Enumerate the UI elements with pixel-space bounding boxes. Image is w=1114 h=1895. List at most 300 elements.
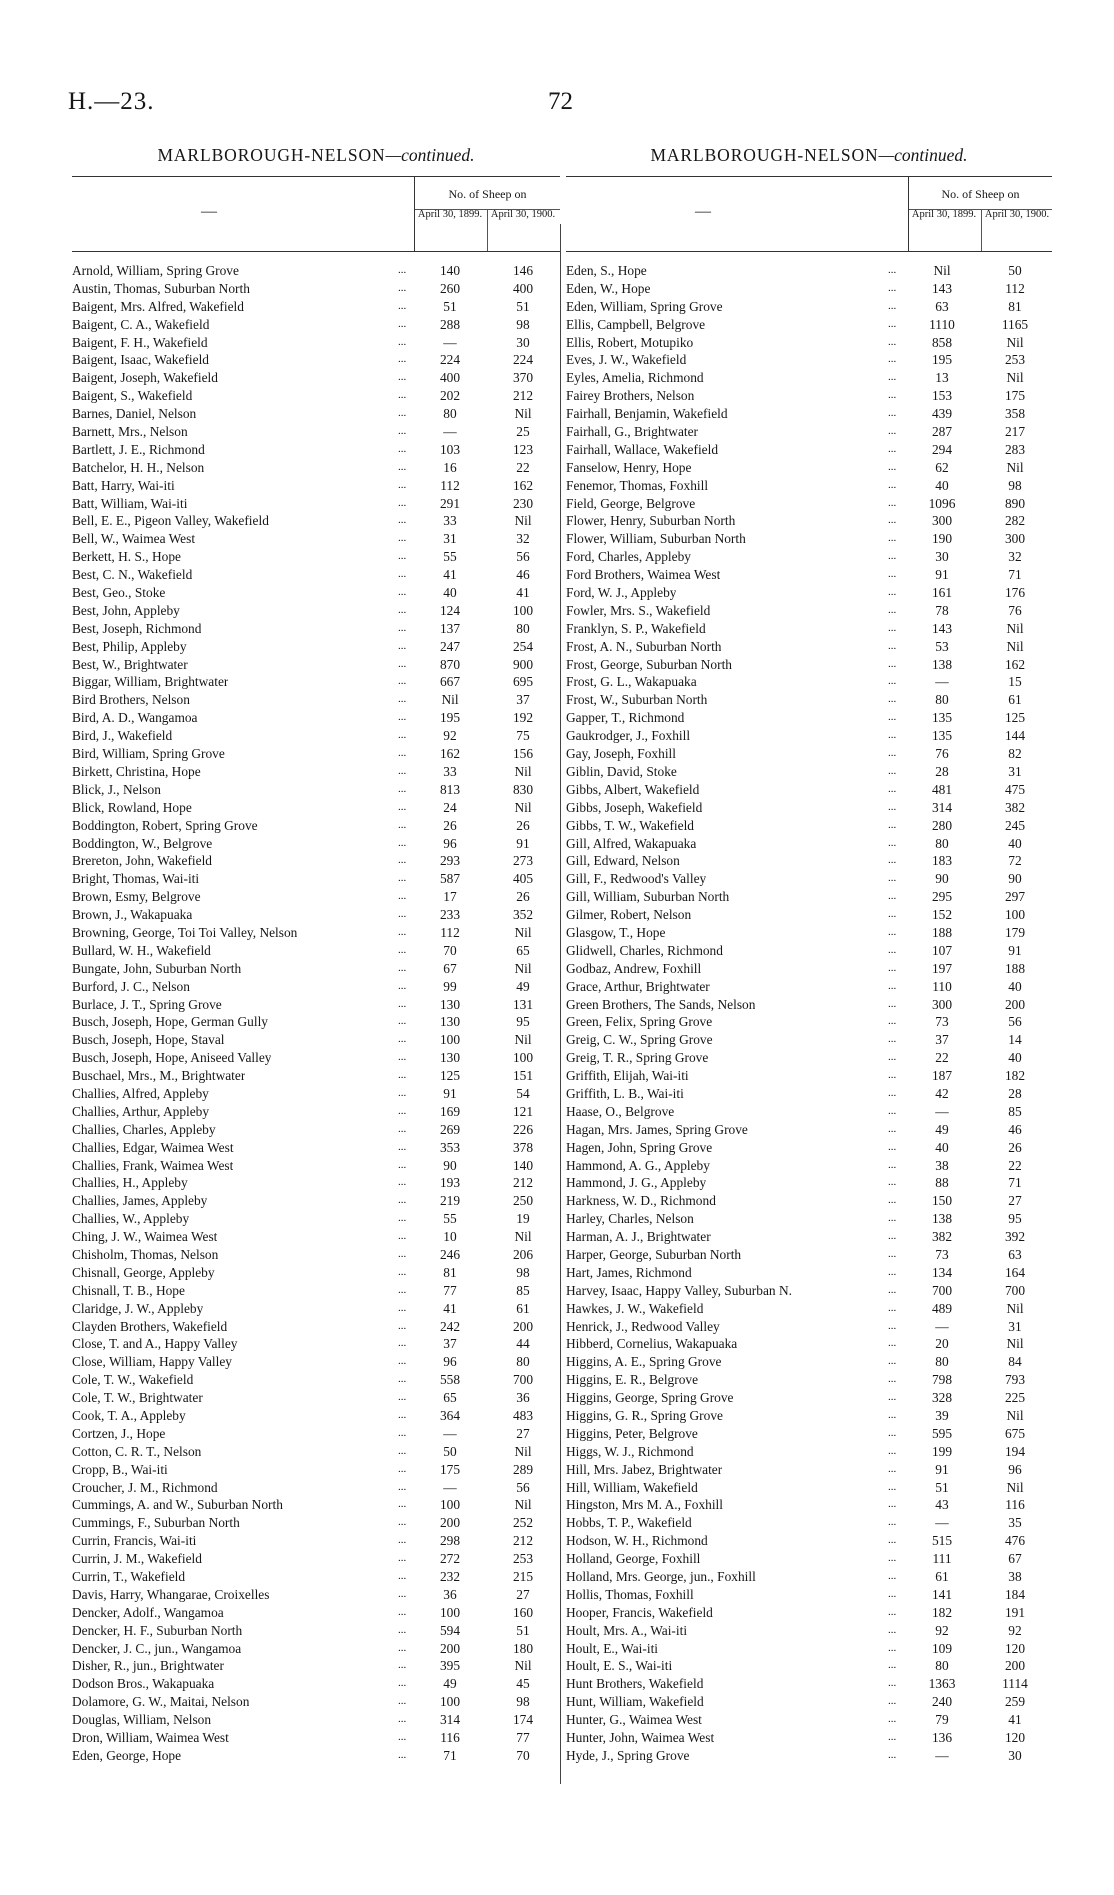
owner-name: Dodson Bros., Wakapuaka (72, 1676, 215, 1692)
owner-name: Fairhall, Wallace, Wakefield (566, 441, 719, 457)
sheep-1900: 49 (516, 978, 530, 994)
owner-name: Gill, Alfred, Wakapuaka (566, 835, 697, 851)
sheep-1899: 13 (935, 370, 949, 386)
owner-name: Eden, William, Spring Grove (566, 298, 723, 314)
sheep-1900: 27 (1008, 1193, 1022, 1209)
owner-name: Challies, Charles, Appleby (72, 1121, 216, 1137)
table-row (72, 280, 560, 298)
sheep-1900: Nil (1006, 370, 1024, 386)
owner-name: Clayden Brothers, Wakefield (72, 1318, 228, 1334)
sheep-1899: — (443, 424, 457, 440)
leader-dots: ... (398, 532, 407, 545)
table-row (566, 387, 1052, 405)
sheep-1899: 31 (443, 531, 457, 547)
owner-name: Harman, A. J., Brightwater (566, 1229, 711, 1245)
sheep-1900: 253 (1004, 352, 1026, 368)
sheep-1900: 25 (516, 424, 530, 440)
leader-dots: ... (398, 1713, 407, 1726)
leader-dots: ... (398, 711, 407, 724)
table-row (72, 512, 560, 530)
sheep-1899: 188 (931, 924, 953, 940)
table-row (72, 620, 560, 638)
sheep-1899: 71 (443, 1747, 457, 1763)
sheep-1899: 24 (443, 799, 457, 815)
sheep-1899: 382 (931, 1229, 953, 1245)
sheep-1899: 135 (931, 710, 953, 726)
leader-dots: ... (888, 496, 897, 509)
sheep-1899: 55 (443, 549, 457, 565)
owner-name: Busch, Joseph, Hope, German Gully (72, 1014, 268, 1030)
owner-name: Fanselow, Henry, Hope (566, 459, 692, 475)
sheep-1899: 99 (443, 978, 457, 994)
sheep-1900: 98 (516, 1264, 530, 1280)
leader-dots: ... (888, 1122, 897, 1135)
owner-name: Hill, William, Wakefield (566, 1479, 698, 1495)
sheep-1899: — (443, 1425, 457, 1441)
owner-name: Challies, James, Appleby (72, 1193, 208, 1209)
table-row (566, 1425, 1052, 1443)
sheep-1900: 184 (1004, 1586, 1026, 1602)
table-row (72, 548, 560, 566)
table-row (566, 1282, 1052, 1300)
section-title: MARLBOROUGH-NELSON—continued. (157, 145, 475, 165)
table-row (566, 548, 1052, 566)
leader-dots: ... (398, 1570, 407, 1583)
table-row (72, 1013, 560, 1031)
sheep-1900: 200 (1004, 1658, 1026, 1674)
sheep-1900: 90 (1008, 871, 1022, 887)
owner-name: Challies, W., Appleby (72, 1211, 190, 1227)
table-row (566, 512, 1052, 530)
column-1899: April 30, 1899. (911, 209, 977, 220)
table-row (72, 1121, 560, 1139)
sheep-1900: Nil (1006, 620, 1024, 636)
sheep-1900: 475 (1004, 781, 1026, 797)
sheep-1899: 76 (935, 746, 949, 762)
sheep-1900: 175 (1004, 388, 1026, 404)
sheep-1900: 54 (516, 1085, 530, 1101)
sheep-1899: 280 (931, 817, 953, 833)
sheep-1899: 38 (935, 1157, 949, 1173)
owner-name: Frost, G. L., Wakapuaka (566, 674, 697, 690)
sheep-1899: 400 (439, 370, 461, 386)
table-row (566, 924, 1052, 942)
table-row (72, 1318, 560, 1336)
sheep-1900: 700 (512, 1372, 534, 1388)
table-row (72, 1228, 560, 1246)
leader-dots: ... (888, 1158, 897, 1171)
sheep-1900: 151 (512, 1068, 534, 1084)
sheep-1899: 33 (443, 763, 457, 779)
sheep-1899: 150 (931, 1193, 953, 1209)
table-row (72, 1568, 560, 1586)
leader-dots: ... (888, 299, 897, 312)
table-row (566, 1228, 1052, 1246)
sheep-1900: 116 (1005, 1497, 1025, 1513)
table-row (72, 369, 560, 387)
sheep-1900: 96 (1008, 1461, 1022, 1477)
sheep-1900: 26 (1008, 1139, 1022, 1155)
sheep-1899: 51 (443, 298, 457, 314)
table-row (72, 1049, 560, 1067)
sheep-1899: 195 (931, 352, 953, 368)
sheep-1900: 41 (1008, 1712, 1022, 1728)
owner-name: Best, John, Appleby (72, 602, 180, 618)
sheep-1899: 269 (439, 1121, 461, 1137)
owner-name: Hawkes, J. W., Wakefield (566, 1300, 704, 1316)
owner-name: Berkett, H. S., Hope (72, 549, 181, 565)
sheep-1900: 162 (1004, 656, 1026, 672)
leader-dots: ... (888, 1015, 897, 1028)
owner-name: Chisnall, George, Appleby (72, 1264, 215, 1280)
sheep-1900: 890 (1004, 495, 1026, 511)
sheep-1899: 16 (443, 459, 457, 475)
owner-name: Greig, C. W., Spring Grove (566, 1032, 713, 1048)
sheep-1900: 77 (516, 1730, 530, 1746)
table-row (566, 942, 1052, 960)
table-row (72, 459, 560, 477)
sheep-1899: 489 (931, 1300, 953, 1316)
table-row (566, 1514, 1052, 1532)
leader-dots: ... (888, 1695, 897, 1708)
sheep-1899: — (935, 1747, 949, 1763)
owner-name: Bell, E. E., Pigeon Valley, Wakefield (72, 513, 269, 529)
sheep-1900: 46 (516, 567, 530, 583)
sheep-1900: 65 (516, 942, 530, 958)
table-row (566, 1031, 1052, 1049)
leader-dots: ... (888, 568, 897, 581)
sheep-1900: 675 (1004, 1425, 1026, 1441)
sheep-1899: 439 (931, 406, 953, 422)
sheep-1900: 245 (1004, 817, 1026, 833)
leader-dots: ... (398, 264, 407, 276)
sheep-1899: 40 (935, 1139, 949, 1155)
owner-name: Hyde, J., Spring Grove (566, 1747, 690, 1763)
owner-name: Fowler, Mrs. S., Wakefield (566, 602, 711, 618)
leader-dots: ... (888, 264, 897, 276)
leader-dots: ... (888, 1516, 897, 1529)
owner-name: Claridge, J. W., Appleby (72, 1300, 204, 1316)
leader-dots: ... (888, 1086, 897, 1099)
leader-dots: ... (888, 407, 897, 420)
column-divider (560, 224, 561, 1784)
sheep-1900: 112 (1005, 280, 1025, 296)
owner-name: Bullard, W. H., Wakefield (72, 942, 211, 958)
owner-name: Fairhall, G., Brightwater (566, 424, 699, 440)
sheep-1900: 370 (512, 370, 534, 386)
sheep-1900: 1165 (1001, 316, 1029, 332)
sheep-1899: — (935, 1318, 949, 1334)
owner-name: Gill, William, Suburban North (566, 889, 730, 905)
sheep-1900: 212 (512, 1175, 534, 1191)
sheep-1899: 110 (932, 978, 952, 994)
sheep-1899: 26 (443, 817, 457, 833)
table-row (72, 727, 560, 745)
leader-dots: ... (888, 782, 897, 795)
leader-dots: ... (888, 1409, 897, 1421)
sheep-1900: Nil (1006, 1408, 1024, 1423)
owner-name: Gibbs, T. W., Wakefield (566, 817, 694, 833)
table-row (566, 262, 1052, 280)
owner-name: Challies, Frank, Waimea West (72, 1157, 234, 1173)
sheep-1900: 15 (1008, 674, 1022, 690)
leader-dots: ... (888, 1176, 897, 1189)
owner-name: Gay, Joseph, Foxhill (566, 746, 676, 762)
sheep-1900: 224 (512, 352, 534, 368)
leader-dots: ... (398, 782, 407, 795)
table-row (566, 1318, 1052, 1336)
sheep-1900: 174 (512, 1712, 534, 1728)
owner-name: Ching, J. W., Waimea West (72, 1229, 218, 1245)
table-row (72, 942, 560, 960)
owner-name: Currin, J. M., Wakefield (72, 1551, 202, 1567)
sheep-1900: 32 (516, 531, 530, 547)
leader-dots: ... (398, 1301, 407, 1314)
table-row (72, 566, 560, 584)
sheep-1899: 73 (935, 1014, 949, 1030)
owner-name: Holland, Mrs. George, jun., Foxhill (566, 1569, 756, 1585)
sheep-1900: 120 (1004, 1730, 1026, 1746)
sheep-1900: 200 (512, 1318, 534, 1334)
owner-name: Arnold, William, Spring Grove (72, 263, 239, 278)
owner-name: Harvey, Isaac, Happy Valley, Suburban N. (566, 1282, 792, 1298)
leader-dots: ... (398, 1265, 407, 1278)
owner-name: Griffith, L. B., Wai-iti (566, 1085, 684, 1101)
sheep-1899: 395 (439, 1658, 461, 1674)
sheep-1900: 71 (1008, 1175, 1022, 1191)
owner-name: Cortzen, J., Hope (72, 1425, 166, 1441)
sheep-1900: 200 (1004, 996, 1026, 1012)
sheep-1899: 187 (931, 1068, 953, 1084)
owner-name: Challies, H., Appleby (72, 1175, 188, 1191)
owner-name: Bartlett, J. E., Richmond (72, 441, 205, 457)
table-row (566, 1675, 1052, 1693)
leader-dots: ... (888, 800, 897, 813)
sheep-1899: 246 (439, 1246, 461, 1262)
sheep-1899: 247 (439, 638, 461, 654)
sheep-1899: 364 (439, 1408, 461, 1423)
table-row (72, 638, 560, 656)
sheep-1899: 242 (439, 1318, 461, 1334)
leader-dots: ... (398, 1176, 407, 1189)
sheep-1899: 109 (931, 1640, 953, 1656)
table-row (566, 441, 1052, 459)
leader-dots: ... (888, 1534, 897, 1547)
owner-name: Best, Joseph, Richmond (72, 620, 202, 636)
leader-dots: ... (888, 1462, 897, 1475)
sheep-1900: 230 (512, 495, 534, 511)
table-row (72, 763, 560, 781)
owner-name: Buschael, Mrs., M., Brightwater (72, 1068, 246, 1084)
sheep-1900: 300 (1004, 531, 1026, 547)
sheep-1900: 123 (512, 441, 534, 457)
leader-dots: ... (888, 603, 897, 616)
sheep-1899: 587 (439, 871, 461, 887)
table-row (566, 334, 1052, 352)
table-row (566, 316, 1052, 334)
sheep-1899: 80 (935, 1354, 949, 1370)
owner-name: Greig, T. R., Spring Grove (566, 1050, 709, 1066)
table-row (72, 1711, 560, 1729)
table-row (72, 1246, 560, 1264)
leader-dots: ... (888, 1426, 897, 1439)
owner-name: Batt, Harry, Wai-iti (72, 477, 175, 493)
owner-name: Currin, Francis, Wai-iti (72, 1533, 197, 1549)
sheep-1899: 138 (931, 656, 953, 672)
table-row (72, 1425, 560, 1443)
sheep-1899: 67 (443, 960, 457, 976)
sheep-1899: 36 (443, 1586, 457, 1602)
sheep-1900: 162 (512, 477, 534, 493)
sheep-1900: 27 (516, 1586, 530, 1602)
leader-dots: ... (888, 675, 897, 688)
leader-dots: ... (888, 1641, 897, 1654)
owner-name: Bright, Thomas, Wai-iti (72, 871, 200, 887)
leader-dots: ... (398, 407, 407, 420)
leader-dots: ... (398, 1373, 407, 1386)
sheep-1899: 70 (443, 942, 457, 958)
sheep-1900: 695 (512, 674, 534, 690)
sheep-1900: 476 (1004, 1533, 1026, 1549)
sheep-1899: 143 (931, 620, 953, 636)
sheep-1900: 80 (516, 1354, 530, 1370)
sheep-1900: 28 (1008, 1085, 1022, 1101)
leader-dots: ... (888, 532, 897, 545)
sheep-1900: 40 (1008, 835, 1022, 851)
sheep-1899: 169 (439, 1103, 461, 1119)
leader-dots: ... (888, 1230, 897, 1243)
table-row (72, 334, 560, 352)
leader-dots: ... (398, 1283, 407, 1296)
owner-name: Hibberd, Cornelius, Wakapuaka (566, 1336, 738, 1352)
owner-name: Hammond, J. G., Appleby (566, 1175, 707, 1191)
table-row (72, 978, 560, 996)
owner-name: Haase, O., Belgrove (566, 1103, 675, 1119)
table-row (72, 1192, 560, 1210)
leader-dots: ... (398, 1534, 407, 1547)
sheep-1900: 793 (1004, 1372, 1026, 1388)
table-row (566, 1640, 1052, 1658)
sheep-1900: 191 (1004, 1604, 1026, 1620)
owner-name: Bungate, John, Suburban North (72, 960, 242, 976)
sheep-1900: 378 (512, 1139, 534, 1155)
table-row (72, 1210, 560, 1228)
sheep-1899: 79 (935, 1712, 949, 1728)
sheep-1899: 558 (439, 1372, 461, 1388)
leader-dots: ... (398, 1641, 407, 1654)
sheep-1900: 194 (1004, 1443, 1026, 1459)
sheep-1900: 188 (1004, 960, 1026, 976)
table-row (566, 1300, 1052, 1318)
sheep-1899: 41 (443, 567, 457, 583)
table-row (72, 1496, 560, 1514)
owner-name: Bird, J., Wakefield (72, 728, 173, 744)
sheep-1900: 98 (1008, 477, 1022, 493)
owner-name: Best, Philip, Appleby (72, 638, 187, 654)
table-row (566, 1586, 1052, 1604)
sheep-1899: 200 (439, 1640, 461, 1656)
sheep-1900: Nil (514, 406, 532, 422)
leader-dots: ... (398, 1212, 407, 1225)
sheep-1900: Nil (514, 1497, 532, 1513)
owner-name: Cole, T. W., Brightwater (72, 1390, 203, 1406)
leader-dots: ... (398, 961, 407, 974)
sheep-1899: 667 (439, 674, 461, 690)
owner-name: Cotton, C. R. T., Nelson (72, 1443, 202, 1459)
table-row (566, 852, 1052, 870)
owner-name: Higgins, Peter, Belgrove (566, 1425, 698, 1441)
owner-name: Batt, William, Wai-iti (72, 495, 188, 511)
sheep-1899: 50 (443, 1443, 457, 1459)
table-row (72, 673, 560, 691)
table-row (566, 906, 1052, 924)
leader-dots: ... (888, 764, 897, 777)
sheep-1899: 293 (439, 853, 461, 869)
sheep-1899: 20 (935, 1336, 949, 1352)
owner-name: Brown, Esmy, Belgrove (72, 889, 201, 905)
sheep-1899: 700 (931, 1282, 953, 1298)
sheep-1899: 90 (935, 871, 949, 887)
leader-dots: ... (888, 657, 897, 670)
leader-dots: ... (888, 1373, 897, 1386)
table-row (566, 1335, 1052, 1353)
sheep-1899: 92 (935, 1622, 949, 1638)
owner-name: Gibbs, Joseph, Wakefield (566, 799, 703, 815)
left-column (72, 142, 560, 1765)
leader-dots: ... (398, 299, 407, 312)
owner-name: Gapper, T., Richmond (566, 710, 685, 726)
table-row (72, 602, 560, 620)
sheep-1900: 252 (512, 1515, 534, 1531)
table-row (566, 1389, 1052, 1407)
owner-name: Fairey Brothers, Nelson (566, 388, 695, 404)
sheep-1900: 56 (516, 549, 530, 565)
leader-dots: ... (398, 1158, 407, 1171)
sheep-1900: 85 (516, 1282, 530, 1298)
sheep-1899: 41 (443, 1300, 457, 1316)
owner-name: Higgins, George, Spring Grove (566, 1390, 734, 1406)
sheep-1899: 40 (935, 477, 949, 493)
owner-name: Chisholm, Thomas, Nelson (72, 1246, 219, 1262)
leader-dots: ... (888, 639, 897, 652)
leader-dots: ... (398, 1086, 407, 1099)
owner-name: Hill, Mrs. Jabez, Brightwater (566, 1461, 723, 1477)
owner-name: Hunter, John, Waimea West (566, 1730, 715, 1746)
sheep-1900: 900 (512, 656, 534, 672)
leader-dots: ... (398, 693, 407, 706)
table-row (72, 781, 560, 799)
sheep-1900: 164 (1004, 1264, 1026, 1280)
sheep-1900: 27 (516, 1425, 530, 1441)
owner-name: Baigent, C. A., Wakefield (72, 316, 210, 332)
owner-name: Barnett, Mrs., Nelson (72, 424, 188, 440)
sheep-1900: 98 (516, 1694, 530, 1710)
owner-name: Ford Brothers, Waimea West (566, 567, 721, 583)
leader-dots: ... (888, 442, 897, 455)
owner-name: Hingston, Mrs M. A., Foxhill (566, 1497, 723, 1513)
leader-dots: ... (398, 1462, 407, 1475)
table-row (72, 1550, 560, 1568)
leader-dots: ... (398, 317, 407, 330)
sheep-count-header: No. of Sheep on April 30, 1899. April 30, 1900. (414, 177, 560, 251)
sheep-1899: 88 (935, 1175, 949, 1191)
sheep-1900: 352 (512, 907, 534, 923)
leader-dots: ... (888, 997, 897, 1010)
leader-dots: ... (888, 818, 897, 831)
owner-name: Dolamore, G. W., Maitai, Nelson (72, 1694, 250, 1710)
leader-dots: ... (398, 764, 407, 777)
sheep-1899: 224 (439, 352, 461, 368)
